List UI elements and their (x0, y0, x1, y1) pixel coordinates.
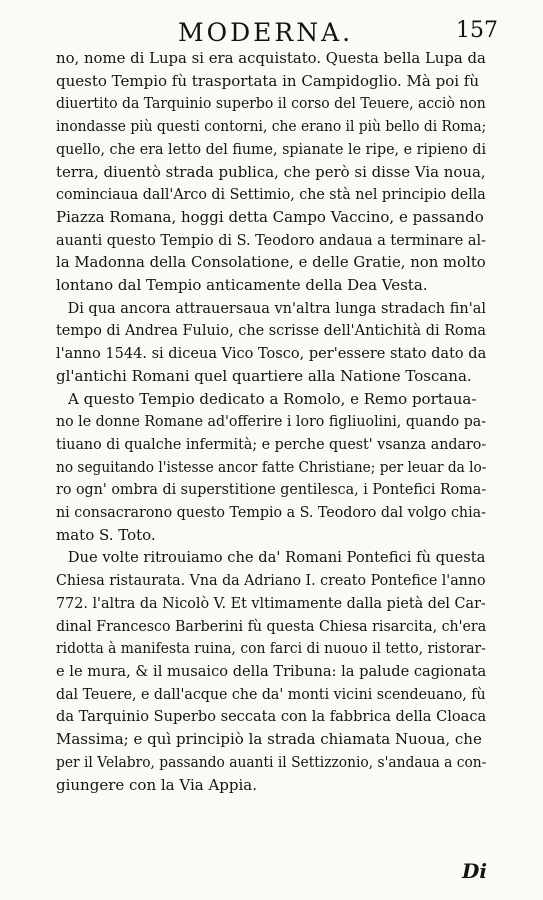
text-line: no le donne Romane ad'offerire i loro figliuolini, quando pa- (56, 412, 487, 431)
text-line: giungere con la Via Appia. (56, 775, 258, 794)
text-line: dal Teuere, e dall'acque che da' monti vicini scendeuano, fù (56, 684, 486, 703)
text-line: ridotta à manifesta ruina, con farci di nuouo il tetto, ristorar- (56, 639, 486, 658)
text-line: tiuano di qualche infermità; e perche quest' vsanza andaro- (56, 434, 487, 453)
text-line: no, nome di Lupa si era acquistato. Questa bella Lupa da (56, 49, 486, 67)
text-line: Chiesa ristaurata. Vna da Adriano I. creato Pontefice l'anno (56, 571, 486, 590)
text-line: no seguitando l'istesse ancor fatte Christiane; per leuar da lo- (56, 457, 487, 476)
text-line: lontano dal Tempio anticamente della Dea Vesta. (56, 276, 428, 295)
text-line: quello, che era letto del fiume, spianate le ripe, e ripieno di (56, 139, 487, 158)
text-line: tempo di Andrea Fuluio, che scrisse dell'Antichità di Roma (56, 321, 487, 340)
text-line: ro ogn' ombra di superstitione gentilesca, i Pontefici Roma- (56, 480, 487, 499)
text-line: mato S. Toto. (56, 525, 156, 544)
body-text (56, 47, 486, 796)
text-line: auanti questo Tempio di S. Teodoro andaua a terminare al- (56, 230, 486, 249)
text-line: da Tarquinio Superbo seccata con la fabbrica della Cloaca (56, 707, 487, 726)
running-title: MODERNA. (178, 18, 354, 47)
text-line: per il Velabro, passando auanti il Settizzonio, s'andaua a con- (56, 752, 487, 771)
text-line: ni consacrarono questo Tempio a S. Teodoro dal volgo chia- (56, 503, 486, 522)
catchword: Di (462, 859, 487, 883)
text-line: Massima; e quì principiò la strada chiamata Nuoua, che (56, 730, 482, 749)
text-line: cominciaua dall'Arco di Settimio, che stà nel principio della (56, 185, 486, 204)
text-line: inondasse più questi contorni, che erano il più bello di Roma; (56, 117, 487, 136)
text-line: A questo Tempio dedicato a Romolo, e Remo portaua- (68, 389, 477, 408)
text-line: la Madonna della Consolatione, e delle Gratie, non molto (56, 253, 486, 272)
text-line: Due volte ritrouiamo che da' Romani Pontefici fù questa (67, 548, 486, 567)
text-line: questo Tempio fù trasportata in Campidoglio. Mà poi fù (56, 71, 480, 90)
text-line: dinal Francesco Barberini fù questa Chiesa risarcita, ch'era (56, 616, 487, 635)
text-line: 772. l'altra da Nicolò V. Et vltimamente dalla pietà del Car- (56, 593, 486, 612)
text-line: gl'antichi Romani quel quartiere alla Natione Toscana. (56, 366, 472, 385)
text-line: diuertito da Tarquinio superbo il corso del Teuere, acciò non (56, 94, 486, 113)
page-number: 157 (456, 18, 498, 43)
text-line: Di qua ancora attrauersaua vn'altra lunga stradach fin'al (67, 298, 486, 317)
text-line: l'anno 1544. si diceua Vico Tosco, per'essere stato dato da (56, 344, 487, 363)
text-line: Piazza Romana, hoggi detta Campo Vaccino, e passando (56, 207, 484, 226)
text-line: terra, diuentò strada publica, che però si disse Via noua, (56, 162, 486, 181)
text-line: e le mura, & il musaico della Tribuna: la palude cagionata (56, 661, 487, 680)
